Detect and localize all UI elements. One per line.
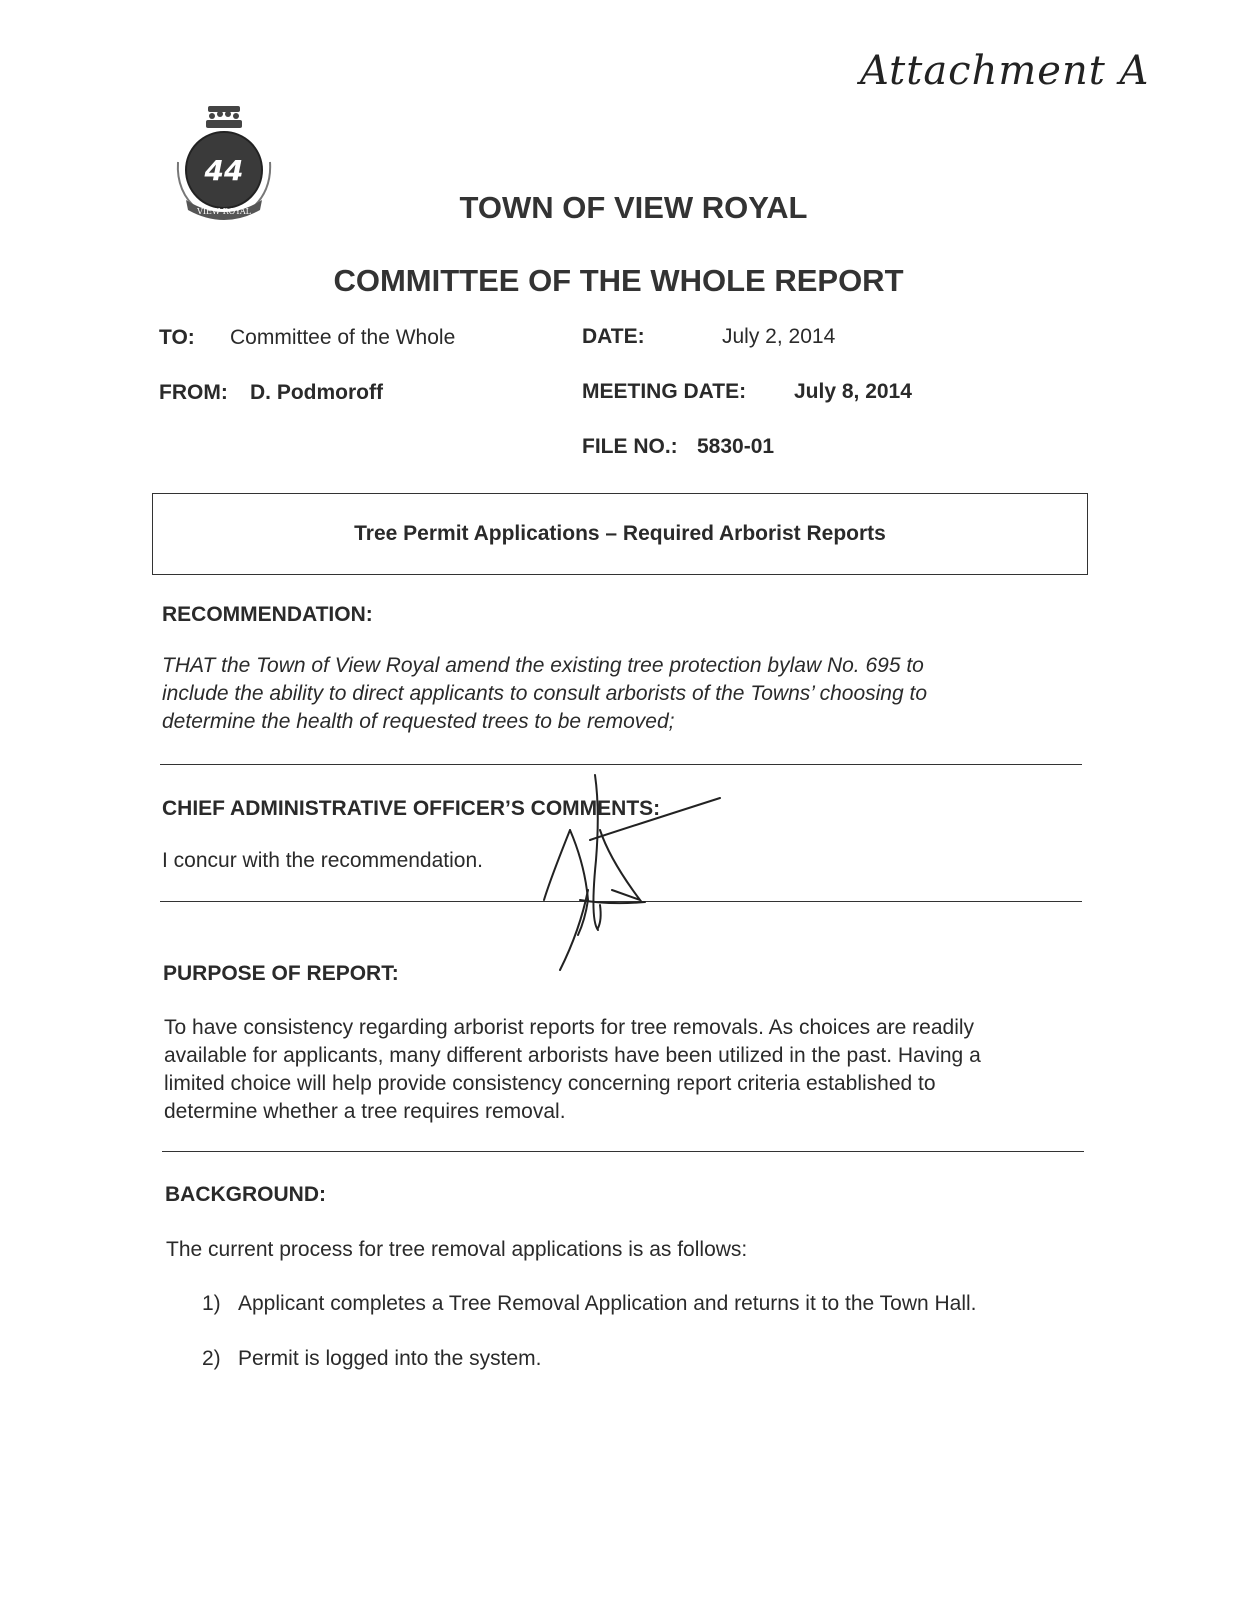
recommendation-heading: RECOMMENDATION: [162, 603, 373, 626]
subject-box [152, 493, 1088, 575]
report-title: COMMITTEE OF THE WHOLE REPORT [333, 263, 904, 298]
attachment-note: Attachment A [860, 48, 1150, 94]
file-no-value: 5830-01 [697, 435, 775, 458]
subject-text: Tree Permit Applications – Required Arborist Reports [354, 522, 886, 545]
cao-text: I concur with the recommendation. [162, 849, 483, 872]
recommendation-line: determine the health of requested trees to be removed; [162, 710, 675, 733]
recommendation-text [162, 652, 927, 736]
list-item: Permit is logged into the system. [238, 1347, 542, 1370]
signature-image [530, 770, 730, 980]
meeting-date-value: July 8, 2014 [794, 380, 912, 403]
list-item-number: 1) [202, 1292, 221, 1315]
recommendation-line: include the ability to direct applicants to consult arborists of the Towns’ choosing to [162, 682, 927, 705]
divider [160, 764, 1082, 765]
purpose-line: limited choice will help provide consistency concerning report criteria established to [164, 1072, 936, 1095]
crest-ribbon-text: VIEW ROYAL [197, 207, 251, 216]
to-value: Committee of the Whole [230, 326, 456, 349]
crest-number: 44 [204, 154, 244, 187]
purpose-line: available for applicants, many different arborists have been utilized in the past. Having a [164, 1044, 981, 1067]
meeting-date-label: MEETING DATE: [582, 380, 747, 403]
file-no-label: FILE NO.: [582, 435, 678, 458]
date-value: July 2, 2014 [722, 325, 836, 348]
background-intro: The current process for tree removal applications is as follows: [166, 1238, 748, 1261]
from-label: FROM: [159, 381, 228, 404]
to-label: TO: [159, 326, 195, 349]
town-name: TOWN OF VIEW ROYAL [459, 190, 808, 225]
divider [162, 1151, 1084, 1152]
cao-heading: CHIEF ADMINISTRATIVE OFFICER’S COMMENTS: [162, 797, 661, 820]
from-value: D. Podmoroff [250, 381, 383, 404]
date-label: DATE: [582, 325, 645, 348]
list-item-number: 2) [202, 1347, 221, 1370]
purpose-line: To have consistency regarding arborist reports for tree removals. As choices are readily [164, 1016, 975, 1039]
purpose-line: determine whether a tree requires removal. [164, 1100, 566, 1123]
purpose-text [164, 1014, 981, 1126]
list-item: Applicant completes a Tree Removal Application and returns it to the Town Hall. [238, 1292, 977, 1315]
purpose-heading: PURPOSE OF REPORT: [163, 962, 399, 985]
recommendation-line: THAT the Town of View Royal amend the existing tree protection bylaw No. 695 to [162, 654, 924, 677]
background-heading: BACKGROUND: [165, 1183, 326, 1206]
